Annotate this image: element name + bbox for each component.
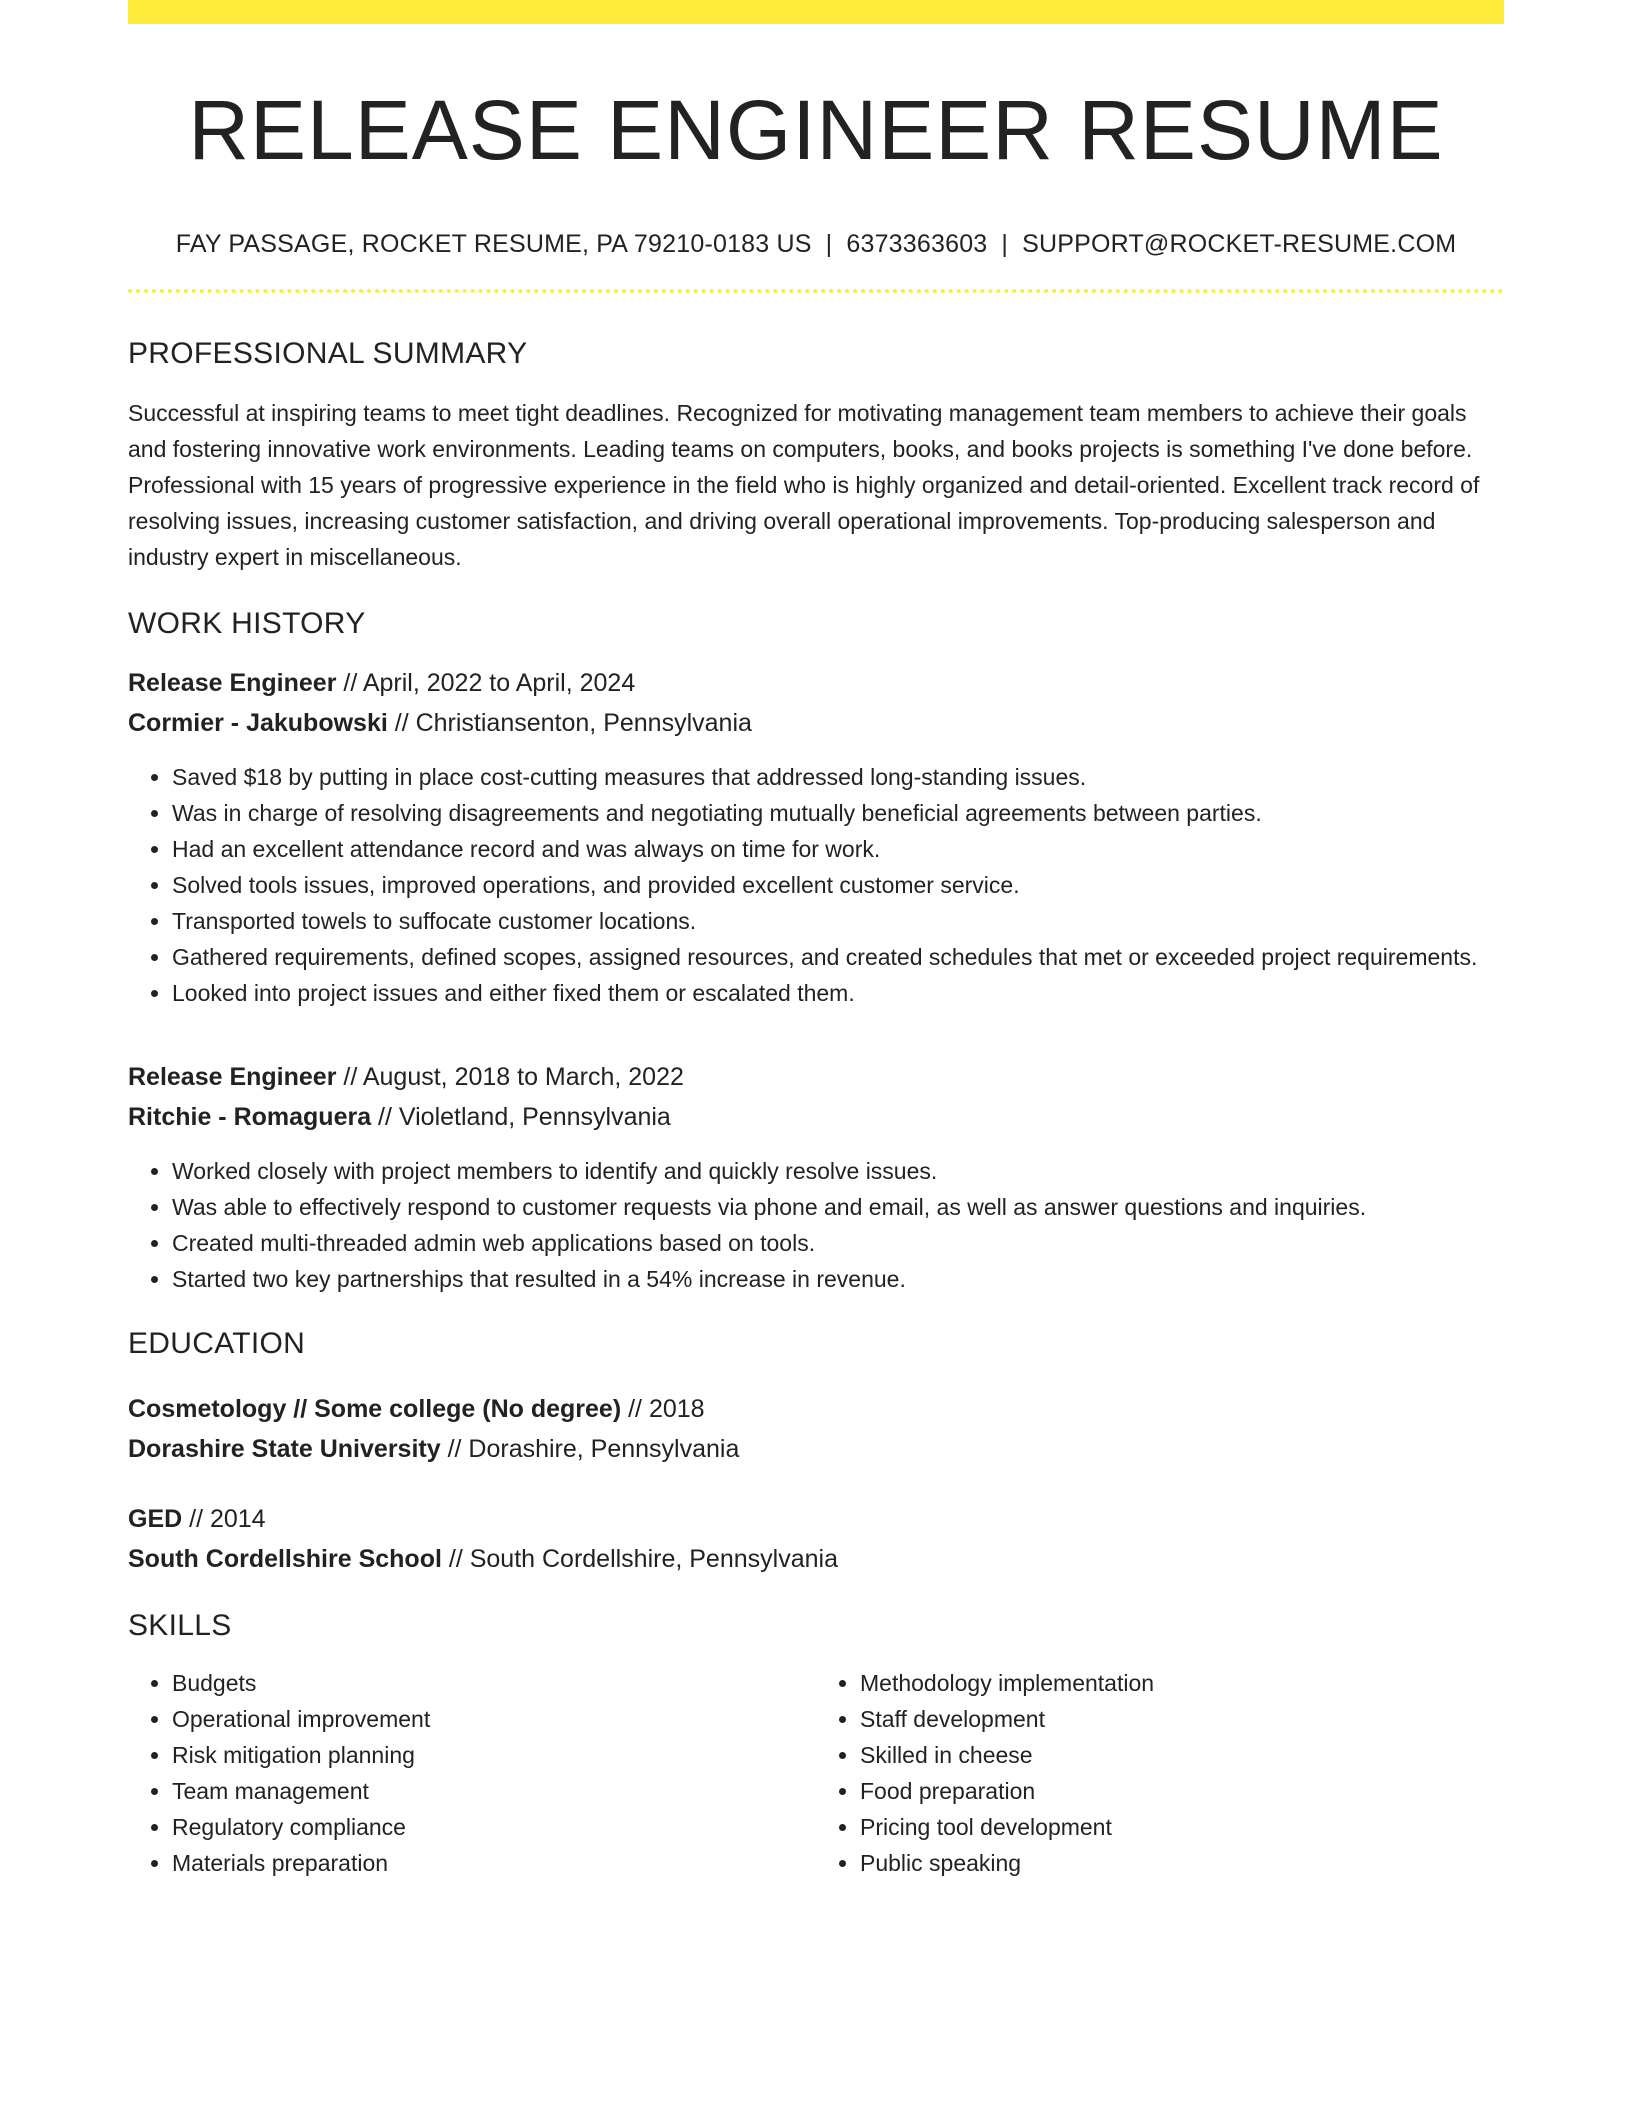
job-title: Release Engineer	[128, 669, 337, 698]
job-title-line	[128, 1057, 1504, 1097]
education-entry	[128, 1389, 1504, 1469]
skills-list-left	[128, 1665, 816, 1881]
degree-name: Cosmetology // Some college (No degree)	[128, 1395, 622, 1424]
job-bullets	[128, 759, 1504, 1011]
list-item: • Created multi-threaded admin web applications based on tools.	[172, 1225, 1504, 1261]
skill-item: • Risk mitigation planning	[172, 1737, 816, 1773]
skill-item: • Budgets	[172, 1665, 816, 1701]
list-item: • Saved $18 by putting in place cost-cutting measures that addressed long-standing issues.	[172, 759, 1504, 795]
contact-address: FAY PASSAGE, ROCKET RESUME, PA 79210-0183 US	[175, 230, 812, 259]
job-title-line	[128, 663, 1504, 703]
skill-item: • Food preparation	[860, 1773, 1504, 1809]
contact-separator: |	[1001, 230, 1009, 259]
skill-item: • Skilled in cheese	[860, 1737, 1504, 1773]
job-location: // Violetland, Pennsylvania	[371, 1103, 671, 1132]
skill-item: • Regulatory compliance	[172, 1809, 816, 1845]
work-history-section	[128, 607, 1504, 1297]
skill-item: • Materials preparation	[172, 1845, 816, 1881]
list-item: • Looked into project issues and either fixed them or escalated them.	[172, 975, 1504, 1011]
resume-title: RELEASE ENGINEER RESUME	[188, 83, 1444, 177]
skills-columns	[128, 1665, 1504, 1881]
contact-phone: 6373363603	[846, 230, 988, 259]
job-dates: // August, 2018 to March, 2022	[336, 1063, 684, 1092]
job-company-line	[128, 1097, 1504, 1137]
degree-year: // 2014	[182, 1505, 266, 1534]
education-entry	[128, 1499, 1504, 1579]
summary-section	[128, 337, 1504, 575]
job-company-line	[128, 703, 1504, 743]
skill-item: • Pricing tool development	[860, 1809, 1504, 1845]
list-item: • Solved tools issues, improved operations, and provided excellent customer service.	[172, 867, 1504, 903]
education-section	[128, 1327, 1504, 1579]
job-entry	[128, 1057, 1504, 1297]
school-line	[128, 1539, 1504, 1579]
section-heading-skills: SKILLS	[128, 1609, 232, 1643]
school-line	[128, 1429, 1504, 1469]
skill-item: • Operational improvement	[172, 1701, 816, 1737]
list-item: • Worked closely with project members to identify and quickly resolve issues.	[172, 1153, 1504, 1189]
degree-line	[128, 1499, 1504, 1539]
list-item: • Started two key partnerships that resulted in a 54% increase in revenue.	[172, 1261, 1504, 1297]
job-location: // Christiansenton, Pennsylvania	[387, 709, 752, 738]
school-location: // Dorashire, Pennsylvania	[440, 1435, 740, 1464]
school-location: // South Cordellshire, Pennsylvania	[441, 1545, 838, 1574]
resume-page	[128, 0, 1504, 1881]
contact-separator: |	[825, 230, 833, 259]
job-company: Ritchie - Romaguera	[128, 1103, 372, 1132]
accent-bar	[128, 0, 1504, 24]
degree-year: // 2018	[621, 1395, 705, 1424]
contact-email: SUPPORT@ROCKET-RESUME.COM	[1022, 230, 1457, 259]
job-company: Cormier - Jakubowski	[128, 709, 388, 738]
job-bullets	[128, 1153, 1504, 1297]
section-heading-work: WORK HISTORY	[128, 607, 366, 641]
skills-section	[128, 1609, 1504, 1881]
section-heading-education: EDUCATION	[128, 1327, 306, 1361]
summary-text: Successful at inspiring teams to meet tight deadlines. Recognized for motivating management team members to achieve their goals and fostering innovative work environments. Leading teams on computers, books, and books projects is something I've done before. Professional with 15 years of progressive experience in the field who is highly organized and detail-oriented. Excellent track record of resolving issues, increasing customer satisfaction, and driving overall operational improvements. Top-producing salesperson and industry expert in miscellaneous.	[128, 400, 1480, 571]
job-dates: // April, 2022 to April, 2024	[336, 669, 636, 698]
skill-item: • Staff development	[860, 1701, 1504, 1737]
degree-line	[128, 1389, 1504, 1429]
job-title: Release Engineer	[128, 1063, 337, 1092]
section-heading-summary: PROFESSIONAL SUMMARY	[128, 337, 528, 371]
list-item: • Transported towels to suffocate customer locations.	[172, 903, 1504, 939]
skills-list-right	[816, 1665, 1504, 1881]
contact-line	[128, 230, 1504, 259]
list-item: • Gathered requirements, defined scopes, assigned resources, and created schedules that met or exceeded project requirements.	[172, 939, 1504, 975]
list-item: • Had an excellent attendance record and was always on time for work.	[172, 831, 1504, 867]
list-item: • Was able to effectively respond to customer requests via phone and email, as well as answer questions and inquiries.	[172, 1189, 1504, 1225]
degree-name: GED	[128, 1505, 183, 1534]
skill-item: • Public speaking	[860, 1845, 1504, 1881]
school-name: South Cordellshire School	[128, 1545, 442, 1574]
school-name: Dorashire State University	[128, 1435, 441, 1464]
dotted-divider	[128, 289, 1504, 293]
job-entry	[128, 663, 1504, 1011]
skill-item: • Team management	[172, 1773, 816, 1809]
skill-item: • Methodology implementation	[860, 1665, 1504, 1701]
list-item: • Was in charge of resolving disagreements and negotiating mutually beneficial agreements between parties.	[172, 795, 1504, 831]
